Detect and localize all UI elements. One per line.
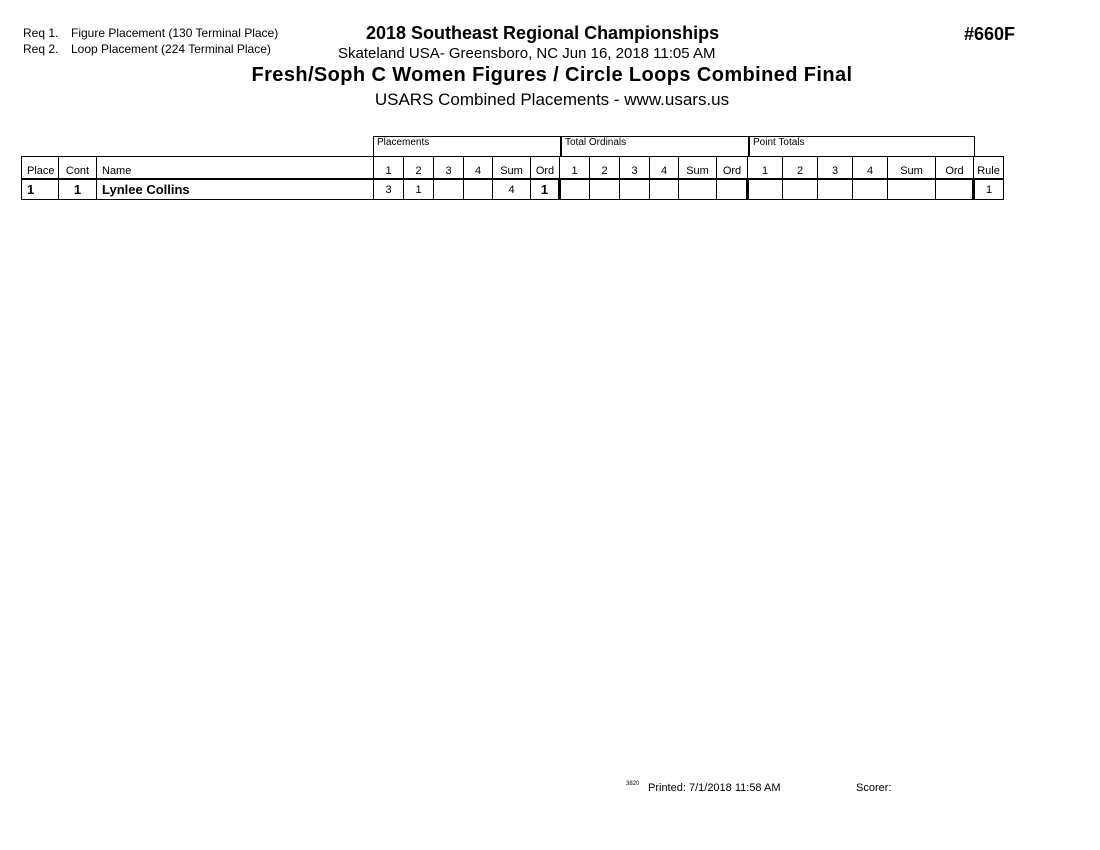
col-points-4: 4 [853,157,888,180]
requirement-2-text: Loop Placement (224 Terminal Place) [71,42,271,56]
cell-rule: 1 [974,179,1004,200]
col-ordinals-sum: Sum [679,157,717,180]
col-place: Place [22,157,59,180]
col-points-3: 3 [818,157,853,180]
requirement-2-label: Req 2. [23,42,59,56]
col-points-ord: Ord [936,157,974,180]
cell-placements-1: 3 [374,179,404,200]
col-ordinals-3: 3 [620,157,650,180]
cell-points-2 [783,179,818,200]
col-placements-sum: Sum [493,157,531,180]
col-ordinals-2: 2 [590,157,620,180]
cell-ordinals-4 [650,179,679,200]
cell-ordinals-sum [679,179,717,200]
requirement-1 [23,25,278,41]
cell-ordinals-ord [717,179,748,200]
col-ordinals-4: 4 [650,157,679,180]
scorer-label: Scorer: [856,782,892,794]
requirement-1-text: Figure Placement (130 Terminal Place) [71,26,279,40]
col-placements-4: 4 [464,157,493,180]
col-points-2: 2 [783,157,818,180]
group-placements: Placements [373,136,561,156]
col-rule: Rule [974,157,1004,180]
cell-placements-sum: 4 [493,179,531,200]
footer-code: 3820 [626,781,640,787]
event-location-date: Skateland USA- Greensboro, NC Jun 16, 2018 11:05 AM [338,45,716,62]
cell-ordinals-3 [620,179,650,200]
main-title: Fresh/Soph C Women Figures / Circle Loops Combined Final [251,64,853,86]
col-points-sum: Sum [888,157,936,180]
cell-points-ord [936,179,974,200]
table-row [22,179,1004,200]
cell-name: Lynlee Collins [97,179,374,200]
col-ordinals-ord: Ord [717,157,748,180]
table-header-row [22,157,1004,180]
cell-placements-2: 1 [404,179,434,200]
cell-cont: 1 [59,179,97,200]
col-points-1: 1 [748,157,783,180]
col-placements-2: 2 [404,157,434,180]
requirement-2 [23,41,271,57]
col-ordinals-1: 1 [560,157,590,180]
group-point-totals: Point Totals [749,136,975,156]
cell-points-4 [853,179,888,200]
col-placements-ord: Ord [531,157,560,180]
cell-placements-4 [464,179,493,200]
printed-timestamp: Printed: 7/1/2018 11:58 AM [648,782,781,794]
cell-place: 1 [22,179,59,200]
col-name: Name [97,157,374,180]
col-placements-3: 3 [434,157,464,180]
col-cont: Cont [59,157,97,180]
cell-placements-ord: 1 [531,179,560,200]
results-table [21,156,1004,200]
cell-placements-3 [434,179,464,200]
event-number: #660F [964,24,1016,44]
group-total-ordinals: Total Ordinals [561,136,749,156]
col-placements-1: 1 [374,157,404,180]
subtitle: USARS Combined Placements - www.usars.us [374,90,730,109]
event-title: 2018 Southeast Regional Championships [366,23,720,43]
cell-points-3 [818,179,853,200]
cell-ordinals-2 [590,179,620,200]
cell-ordinals-1 [560,179,590,200]
cell-points-sum [888,179,936,200]
cell-points-1 [748,179,783,200]
requirement-1-label: Req 1. [23,26,59,40]
